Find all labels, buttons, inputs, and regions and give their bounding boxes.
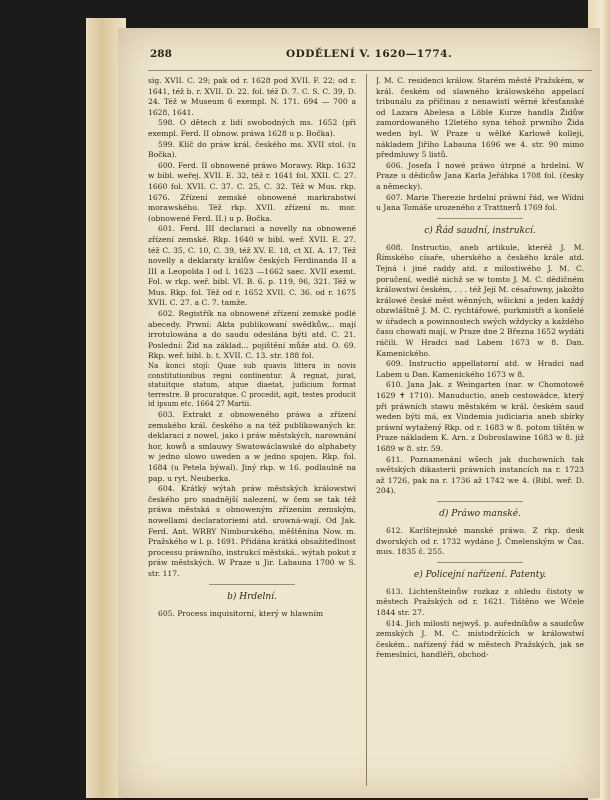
entry-paragraph: 607. Marie Therezie hrdelní práwní řád, we Wídni u Jana Tomáše urozeného z Trattnerů 1769 fol. — [376, 192, 584, 213]
entry-paragraph: 602. Registřík na obnowené zřízení zemské podlé abecedy. Prwní: Akta publikowaní swědkůw,.. mají irrotulowána a do saudu odeslána býti atd. C. 21. Poslední: Žid na základ... pojištění může atd. O. 69. Rkp. weř. bibl. b. t. XVII. C. 13. str. 188 fol. — [148, 309, 356, 361]
entry-paragraph: J. M. C. residenci králow. Starém městě Pražském, w král. českém od slawného králowského appelací tribunálu za příčinau z nenawistí wěrné křesťanské od Lazara Abelesa a Löble Kurze handla Židůw zamordowaného 12letého syna téhož prwního Žida weden byl. W Praze u wělké Karlowě kolleji, nákladem Jiřího Labauna 1696 we 4. str. 90 mimo předmluwy 5 listů. — [376, 76, 584, 160]
entry-paragraph: 604. Krátký wýtah práw městských králowstwí českého pro snadnější nalezení, w čem se tak též práwa městská s obnoweným zřízením zemským, nowellami declaratoriemi atd. srowná-wají. Od Jak. Ferd. Ant. WRBY Nimburského, měštěnína Now. m. Pražského w l. p. 1691. Přidána krátká obsažitedlnost processu práwního, instrukcí městská.. wýtah pokut z práw městských. W Praze u Jir. Labauna 1700 w S. str. 117. — [148, 484, 356, 578]
entry-paragraph: 611. Poznamenání wšech jak duchowních tak swětských dikasterii práwních instancích na r. 1723 až 1726, pak na r. 1736 až 1742 we 4. (Bibl. weř. D. 204). — [376, 454, 584, 496]
entry-paragraph: 610. Jana Jak. z Weingarten (nar. w Chomotowě 1629 ✝ 1710). Manuductio, aneb cestowádce, který při práwních stawu městském w král. českém saud weden býti má, ex Vindemia judiciaria aneb sbírky práwní wytažený Rkp. od r. 1683 w 8. potom tištěn w Praze nákladem K. Arn. z Dobroslawine 1683 w 8. již 1689 w 8. str. 59. — [376, 380, 584, 453]
entry-paragraph: 614. Jich milosti nejwyš. p. auředníkůw a saudcůw zemských J. M. C. místodržících w králowstwí českém.. nařízený řád w městech Pražských, jak se řemeslníci, handléři, obchod- — [376, 618, 584, 660]
entry-paragraph: sig. XVII. C. 29; pak od r. 1628 pod XVII. F. 22; od r. 1641, též b. r. XVII. D. 22. fol. též D. 7. C. S. C. 39, D. 24. Též w Museum 6 exempl. N. 171. 694 — 700 a 1628, 1641. — [148, 76, 356, 117]
section-heading: d) Práwo manské. — [439, 508, 521, 519]
right-column — [376, 76, 584, 786]
header-divider — [148, 70, 592, 71]
entry-paragraph: 598. O dětech z lidí swobodných ms. 1652 (při exempl. Ferd. II obnow. práwa 1628 u p. Bočka). — [148, 118, 356, 138]
running-title: ODDĚLENÍ V. 1620—1774. — [286, 48, 453, 60]
section-heading: c) Řád saudní, instrukcí. — [424, 225, 536, 236]
book-page — [118, 28, 600, 798]
entry-paragraph: 612. Karlštejnské manské práwo. Z rkp. desk dworských od r. 1732 wydáno J. Čmelenským w Čas. mus. 1835 č. 255. — [376, 525, 584, 557]
section-rule — [437, 562, 523, 563]
page-header — [150, 48, 590, 66]
section-heading: b) Hrdelní. — [227, 591, 277, 602]
section-rule — [437, 218, 523, 219]
section-rule — [437, 501, 523, 502]
entry-paragraph: 601. Ferd. III declaraci a novelly na obnowené zřízení zemské. Rkp. 1640 w bibl. weř. XVII. E. 27. též C. 35, C. 10, C. 39, též XV. E. 18, ct XI. A. 17. Též novelly a deklaraty králůw českých Ferdinanda II a III a Leopolda I od l. 1623 —1662 saec. XVII exemt. Fol. w rkp. weř. bibl. VI. B. 6. p. 119, 96, 321. Též w Mus. Rkp. fol. Též od r. 1652 XVII. C. 36. od r. 1675 XVII. C. 27. a C. 7. tamže. — [148, 224, 356, 308]
page-number: 288 — [150, 48, 172, 60]
note-paragraph: Na konci stojí: Quae sub quavis littera in novis constitutionibus regni continentur. A regnat, jurat, statuitque statum, atque diaetat, judicium format terrestre. B procuratque. C procedit, agit, testes producit id ipsum etc. 1664 27 Martii. — [148, 362, 356, 409]
entry-paragraph: 606. Josefa I nowé práwo útrpné a hrdelní. W Praze u dědicůw Jana Karla Jeřábka 1708 fol. (česky a německy). — [376, 160, 584, 191]
entry-paragraph: 613. Lichtenšteinůw rozkaz z ohledu čistoty w městech Pražských od r. 1621. Tištěno we Wčele 1844 str. 27. — [376, 586, 584, 617]
entry-paragraph: 609. Instructio appellatorní atd. w Hradci nad Labem u Dan. Kamenického 1673 w 8. — [376, 359, 584, 379]
section-heading: e) Policejní nařízení. Patenty. — [413, 569, 547, 580]
column-divider — [366, 74, 367, 786]
entry-paragraph: 599. Klíč do práw král. českého ms. XVII stol. (u Bočka). — [148, 139, 356, 160]
left-column — [148, 76, 356, 786]
entry-paragraph: 600. Ferd. II obnowené práwo Morawy. Rkp. 1632 w bibl. weřej. XVII. E. 32, též r. 1641 fol. XXII. C. 27. 1660 fol. XVII. C. 37. C. 25, C. 32. Též w Mus. rkp. 1676. Zřízení zemské obnowené markrabstwí morawského. Též rkp. XVII. zřízení m. mor. (obnowené Ferd. II.) u p. Bočka. — [148, 160, 356, 223]
entry-paragraph: 603. Extrakt z obnoweného práwa a zřízení zemského král. českého a na též publikowaných kr. deklaraci z nowel, jako i práw městských, narownání hor, kowů a smlauwy Swatowáclawské do alphabety w jedno slowo uweden a w jedno spojen. Rkp. fol. 1684 (u Petela býwal). Jiný rkp. w 16. podlaulně na pap. u ryt. Neuberka. — [148, 410, 356, 483]
entry-paragraph: 608. Instructio, aneb artikule, kteréž J. M. Římského císaře, uherského a českého krále atd. Tejná i jiné raddy atd. z milostiwého J. M. C. poručení, wedlé nichž se w tomto J. M. C. dědičném králowstwí českém, . . . též Její M. césařowny, jakožto králowé české měst wěnných, wšickni a jeden každý obzwláštně J. M. C. rychtářowé, purkmistři a konšelé w úřadech a powinnostech swých wždycky a každého času chowati mají, w Praze dne 2 Března 1652 wydáti ráčili. W Hradci nad Labem 1673 w 8. Dan. Kamenického. — [376, 242, 584, 358]
section-rule — [209, 584, 295, 585]
entry-paragraph: 605. Process inquisitorní, který w hlawním — [158, 608, 324, 618]
